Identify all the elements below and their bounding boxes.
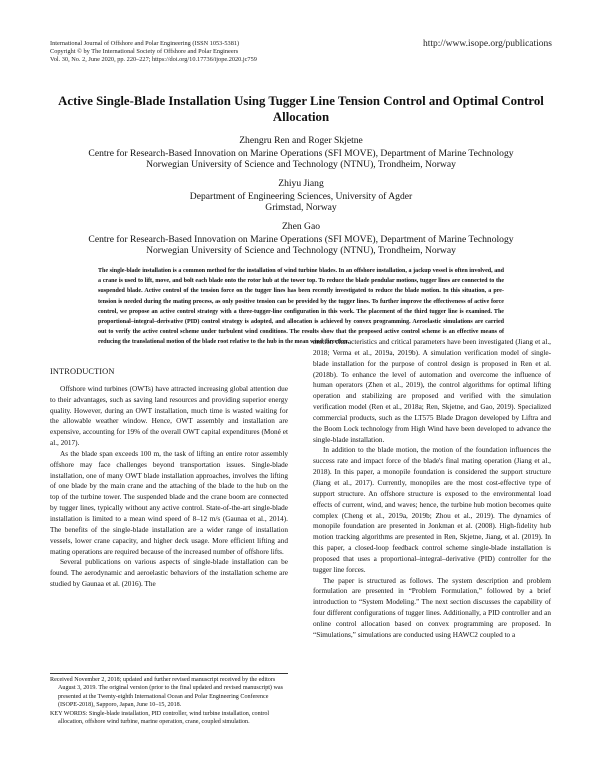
journal-line: International Journal of Offshore and Polar Engineering (ISSN 1053-5381) — [50, 40, 240, 47]
author-names: Zhengru Ren and Roger Skjetne — [239, 135, 363, 146]
journal-header — [50, 40, 390, 65]
publications-url[interactable]: http://www.isope.org/publications — [422, 39, 552, 49]
author-block-2 — [50, 178, 552, 214]
section-heading-introduction: INTRODUCTION — [50, 367, 115, 376]
affiliation-line: Department of Engineering Sciences, University of Agder — [189, 190, 413, 202]
left-column — [50, 367, 288, 590]
footnote — [50, 676, 288, 726]
keywords: KEY WORDS: Single-blade installation, PID controller, wind turbine installation, control allocation, offshore wind turbine, marine operation, crane, coupled simulation. — [50, 710, 270, 726]
affiliation-line: Norwegian University of Science and Technology (NTNU), Trondheim, Norway — [146, 245, 456, 257]
body-paragraph: motion characteristics and critical parameters have been investigated (Jiang et al., 2018; Verma et al., 2019a, 2019b). A simulation verification model of single-blade installation for the purpose of control design is proposed in Ren et al. (2018b). To enhance the level of automation and overcome the influence of human operators (Zhen et al., 2019), the control algorithms for optimal lifting operation and stabilizing are proposed and verified with the simulation verification model (Ren et al., 2018a; Ren, Skjetne, and Gao, 2019). Specialized commercial products, such as the LT575 Blade Dragon developed by Liftra and the Boom Lock technology from High Wind have been developed to advance the single-blade installation. — [313, 338, 551, 444]
paper-title: Active Single-Blade Installation Using Tugger Line Tension Control and Optimal Control Allocation — [58, 94, 544, 124]
author-block-3 — [50, 221, 552, 257]
affiliation-line: Grimstad, Norway — [265, 202, 337, 214]
body-paragraph: In addition to the blade motion, the motion of the foundation influences the success rate and impact force of the blade's final mating operation (Jiang et al., 2018). In this paper, a monopile foundation is considered the support structure (Jiang et al., 2017). Currently, monopiles are the most cost-effective type of support structure. An offshore structure is exposed to the environmental load effects of current, wind, and waves; hence, the turbine hub motion becomes quite complex (Cheng et al., 2019a, 2019b; Zhou et al., 2019). The dynamics of monopile foundation are presented in Jonkman et al. (2008). High-fidelity hub motion tracking algorithms are presented in Ren, Skjetne, Jiang, et al. (2019). In this paper, a closed-loop feedback control scheme single-blade installation is proposed that uses a proportional–integral–derivative (PID) controller for the tugger line forces. — [313, 446, 551, 574]
affiliation-line: Centre for Research-Based Innovation on Marine Operations (SFI MOVE), Department of Marine Technology — [88, 147, 514, 159]
right-column — [313, 337, 551, 641]
body-paragraph: Several publications on various aspects of single-blade installation can be found. The aerodynamic and aeroelastic behaviors of the installation scheme are studied by Gaunaa et al. (2016). The — [50, 558, 288, 589]
abstract: The single-blade installation is a common method for the installation of wind turbine blades. In an offshore installation, a jackup vessel is often involved, and a crane is used to lift, move, and bolt each blade onto the rotor hub at the tower top. To reduce the blade pendular motions, tugger lines are connected to the suspended blade. Active control of the tension force on the tugger lines has been recently investigated to reduce the blade motion. In this situation, a pre-tension is needed during the mating process, as only positive tension can be provided by the tugger lines. To further improve the effectiveness of active force control, we propose an active control strategy with a three-tugger-line configuration in this work. The placement of the third tugger line is examined. The proportional–integral–derivative (PID) control strategy is adopted, and allocation is achieved by convex programming. Aeroelastic simulations are carried out to verify the active control scheme under turbulent wind conditions. The results show that the proposed active control scheme is an effective means of reducing the translational motion of the blade root relative to the hub in the mean wind direction. — [98, 268, 504, 346]
received-note: Received November 2, 2018; updated and further revised manuscript received by the editors August 3, 2019. The original version (prior to the final updated and revised manuscript) was presented at the Twenty-eighth International Ocean and Polar Engineering Conference (ISOPE-2018), Sapporo, Japan, June 10–15, 2018. — [50, 677, 283, 709]
author-block-1 — [50, 135, 552, 171]
author-names: Zhen Gao — [281, 221, 321, 232]
body-paragraph: As the blade span exceeds 100 m, the task of lifting an entire rotor assembly offshore may face challenges beyond transportation issues. Single-blade installation, one of many OWT blade installation approaches, involves the lifting of one blade by the main crane and the attaching of the blade to the hub on the top of the turbine tower. The suspended blade and the crane boom are connected by tugger lines, typically without any active control. State-of-the-art single-blade installation is limited to a mean wind speed of 8–12 m/s (Gaunaa et al., 2014). The benefits of the single-blade installation are a wider range of installation vessels, lower crane capacity, and higher deck usage. More efficient lifting and mating operations are required because of the increased number of offshore lifts. — [50, 449, 288, 556]
body-paragraph: Offshore wind turbines (OWTs) have attracted increasing global attention due to their advantages, such as saving land resources and providing superior energy quality. However, during an OWT installation, much time is wasted waiting for the allowable weather window. Hence, OWT assembly and installation are expensive, accounting for 19% of the overall OWT capital expenditures (Moné et al., 2017). — [50, 384, 288, 448]
author-names: Zhiyu Jiang — [278, 178, 324, 189]
affiliation-line: Norwegian University of Science and Technology (NTNU), Trondheim, Norway — [146, 159, 456, 171]
copyright-line: Copyright © by The International Society of Offshore and Polar Engineers — [50, 48, 239, 56]
body-paragraph: The paper is structured as follows. The system description and problem formulation are presented in “Problem Formulation,” followed by a brief introduction to “System Modeling.” The next section discusses the capability of four different configurations of tugger lines. Additionally, a PID controller and an online control allocation based on convex programming are proposed. In “Simulations,” simulations are conducted using HAWC2 coupled to a — [313, 576, 551, 639]
affiliation-line: Centre for Research-Based Innovation on Marine Operations (SFI MOVE), Department of Marine Technology — [88, 233, 514, 245]
volume-line: Vol. 30, No. 2, June 2020, pp. 220–227; https://doi.org/10.17736/ijope.2020.jc759 — [50, 56, 257, 64]
footnote-divider — [50, 673, 288, 674]
